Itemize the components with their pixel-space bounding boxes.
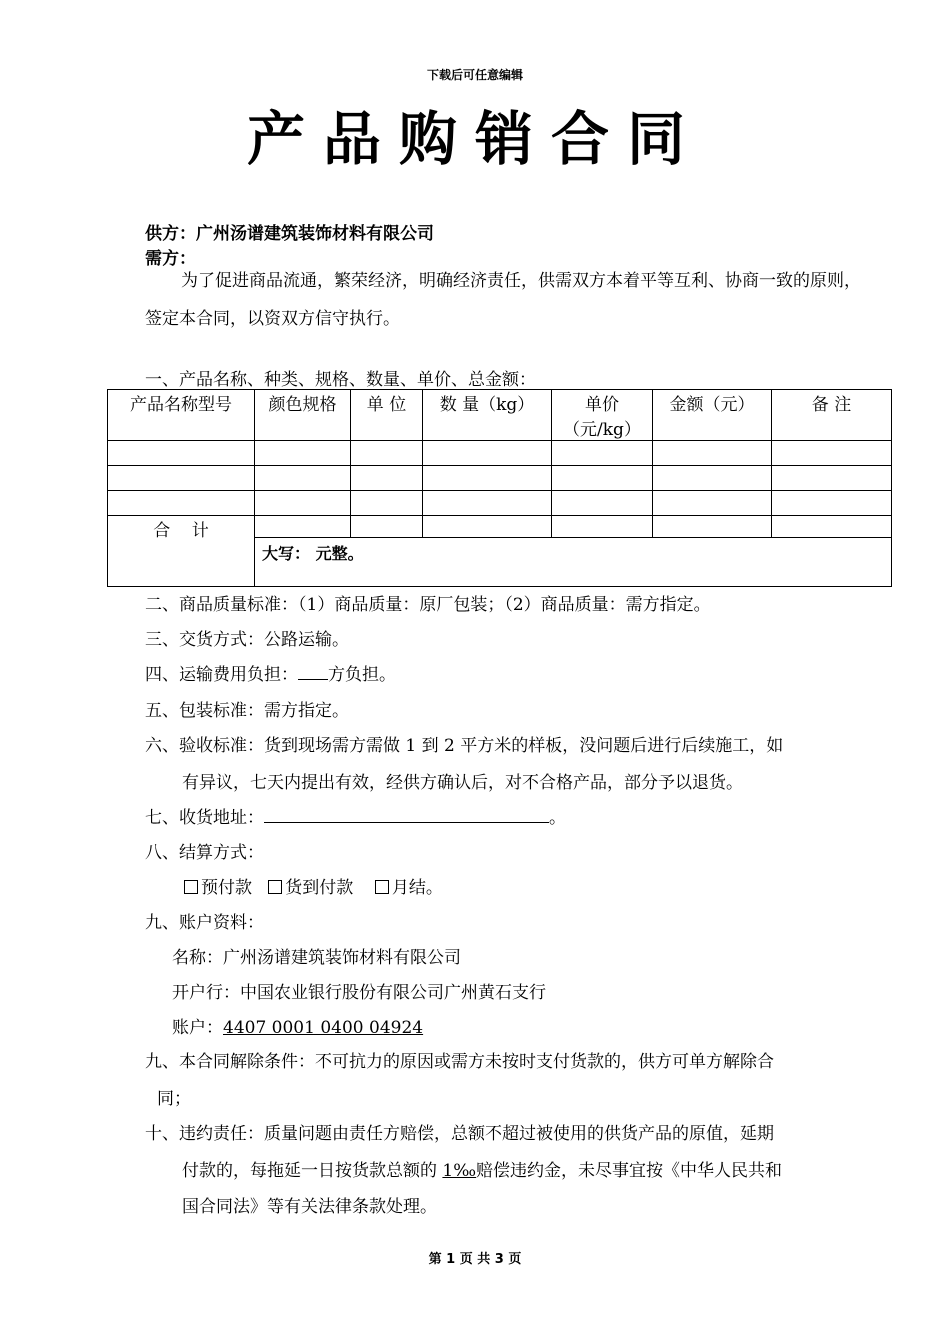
intro-text: 为了促进商品流通，繁荣经济，明确经济责任，供需双方本着平等互利、协商一致的原则，签定本合同，以资双方信守执行。 xyxy=(145,271,861,329)
account-name-label: 名称： xyxy=(172,948,223,968)
table-cell[interactable] xyxy=(552,516,653,538)
table-cell[interactable] xyxy=(423,441,552,466)
monthly-label: 月结。 xyxy=(391,878,443,898)
table-cell[interactable] xyxy=(552,466,653,491)
th-price-line1: 单价 xyxy=(585,395,619,415)
bank-value: 中国农业银行股份有限公司广州黄石支行 xyxy=(240,983,546,1003)
table-cell[interactable] xyxy=(255,441,351,466)
clause-6-line2: 有异议，七天内提出有效，经供方确认后，对不合格产品，部分予以退货。 xyxy=(182,773,743,793)
clause-10-line1: 十、违约责任：质量问题由责任方赔偿，总额不超过被使用的供货产品的原值，延期 xyxy=(145,1124,774,1144)
monthly-checkbox[interactable] xyxy=(375,880,389,894)
prepay-checkbox[interactable] xyxy=(184,880,198,894)
th-color: 颜色规格 xyxy=(255,390,351,441)
table-cell[interactable] xyxy=(772,441,892,466)
table-cell[interactable] xyxy=(653,441,772,466)
table-cell[interactable] xyxy=(653,491,772,516)
account-name xyxy=(172,943,461,968)
bank-label: 开户行： xyxy=(172,983,240,1003)
table-cell[interactable] xyxy=(653,466,772,491)
bank-line xyxy=(172,978,546,1003)
table-cell[interactable] xyxy=(552,491,653,516)
table-cell[interactable] xyxy=(772,516,892,538)
clause-8: 八、结算方式： xyxy=(145,843,264,863)
intro-paragraph xyxy=(145,262,863,338)
buyer-label: 需方： xyxy=(145,249,196,269)
th-unit: 单 位 xyxy=(351,390,423,441)
th-remark: 备 注 xyxy=(772,390,892,441)
table-cell[interactable] xyxy=(351,491,423,516)
table-cell[interactable] xyxy=(653,516,772,538)
clause-10-part-a: 付款的，每拖延一日按货款总额的 xyxy=(182,1161,443,1181)
account-number-label: 账户： xyxy=(172,1018,223,1038)
freight-party-blank[interactable] xyxy=(298,663,328,680)
table-cell[interactable] xyxy=(423,516,552,538)
supplier-name: 广州汤谱建筑装饰材料有限公司 xyxy=(196,224,434,244)
table-cell[interactable] xyxy=(255,491,351,516)
th-price xyxy=(552,390,653,441)
th-price-line2: （元/kg） xyxy=(563,420,641,440)
cod-label: 货到付款 xyxy=(285,878,354,898)
clause-4-suffix: 方负担。 xyxy=(328,665,396,685)
section1-heading: 一、产品名称、种类、规格、数量、单价、总金额： xyxy=(145,370,536,390)
clause-5: 五、包装标准：需方指定。 xyxy=(145,701,349,721)
table-cell[interactable] xyxy=(108,441,255,466)
clause-4-prefix: 四、运输费用负担： xyxy=(145,665,298,685)
table-cell[interactable] xyxy=(772,491,892,516)
table-cell[interactable] xyxy=(108,466,255,491)
clause-10-part-b: 赔偿违约金，未尽事宜按《中华人民共和 xyxy=(476,1161,783,1181)
table-cell[interactable] xyxy=(255,466,351,491)
clause-7 xyxy=(145,803,566,828)
account-name-value: 广州汤谱建筑装饰材料有限公司 xyxy=(223,948,461,968)
table-header-row xyxy=(108,390,892,441)
table-cell[interactable] xyxy=(423,466,552,491)
clause-4 xyxy=(145,660,396,685)
th-quantity: 数 量（kg） xyxy=(423,390,552,441)
clause-7-suffix: 。 xyxy=(549,808,566,828)
table-cell[interactable] xyxy=(255,516,351,538)
clause-7-prefix: 七、收货地址： xyxy=(145,808,264,828)
page-title: 产品购销合同 xyxy=(246,105,703,173)
table-cell[interactable] xyxy=(351,466,423,491)
capital-amount[interactable]: 大写： 元整。 xyxy=(255,538,892,587)
clause-10-line2 xyxy=(182,1156,782,1181)
clause-9: 九、账户资料： xyxy=(145,913,264,933)
clause-3: 三、交货方式：公路运输。 xyxy=(145,630,349,650)
table-row xyxy=(108,466,892,491)
clause-6-line1: 六、验收标准：货到现场需方需做 1 到 2 平方米的样板，没问题后进行后续施工，如 xyxy=(145,736,784,756)
penalty-rate: 1‰ xyxy=(442,1161,477,1181)
table-cell[interactable] xyxy=(772,466,892,491)
clause-9b-line2: 同； xyxy=(157,1089,191,1109)
delivery-address-blank[interactable] xyxy=(264,806,549,823)
total-row xyxy=(108,516,892,538)
payment-options xyxy=(184,873,443,898)
clause-2: 二、商品质量标准：（1）商品质量：原厂包装；（2）商品质量：需方指定。 xyxy=(145,595,711,615)
page-number: 第 1 页 共 3 页 xyxy=(428,1252,522,1267)
clause-10-line3: 国合同法》等有关法律条款处理。 xyxy=(182,1197,437,1217)
table-row xyxy=(108,441,892,466)
table-cell[interactable] xyxy=(351,441,423,466)
account-number-line xyxy=(172,1013,423,1038)
th-product: 产品名称型号 xyxy=(108,390,255,441)
supplier-line xyxy=(145,219,434,244)
table-cell[interactable] xyxy=(108,491,255,516)
account-number: 4407 0001 0400 04924 xyxy=(223,1018,424,1038)
prepay-label: 预付款 xyxy=(201,878,252,898)
table-cell[interactable] xyxy=(552,441,653,466)
table-cell[interactable] xyxy=(423,491,552,516)
goods-table xyxy=(107,389,892,587)
supplier-label: 供方： xyxy=(145,224,196,244)
clause-9b-line1: 九、本合同解除条件：不可抗力的原因或需方未按时支付货款的，供方可单方解除合 xyxy=(145,1052,774,1072)
total-label: 合 计 xyxy=(108,516,255,587)
table-cell[interactable] xyxy=(351,516,423,538)
cod-checkbox[interactable] xyxy=(268,880,282,894)
table-row xyxy=(108,491,892,516)
th-amount: 金额（元） xyxy=(653,390,772,441)
header-note: 下载后可任意编辑 xyxy=(426,68,523,82)
